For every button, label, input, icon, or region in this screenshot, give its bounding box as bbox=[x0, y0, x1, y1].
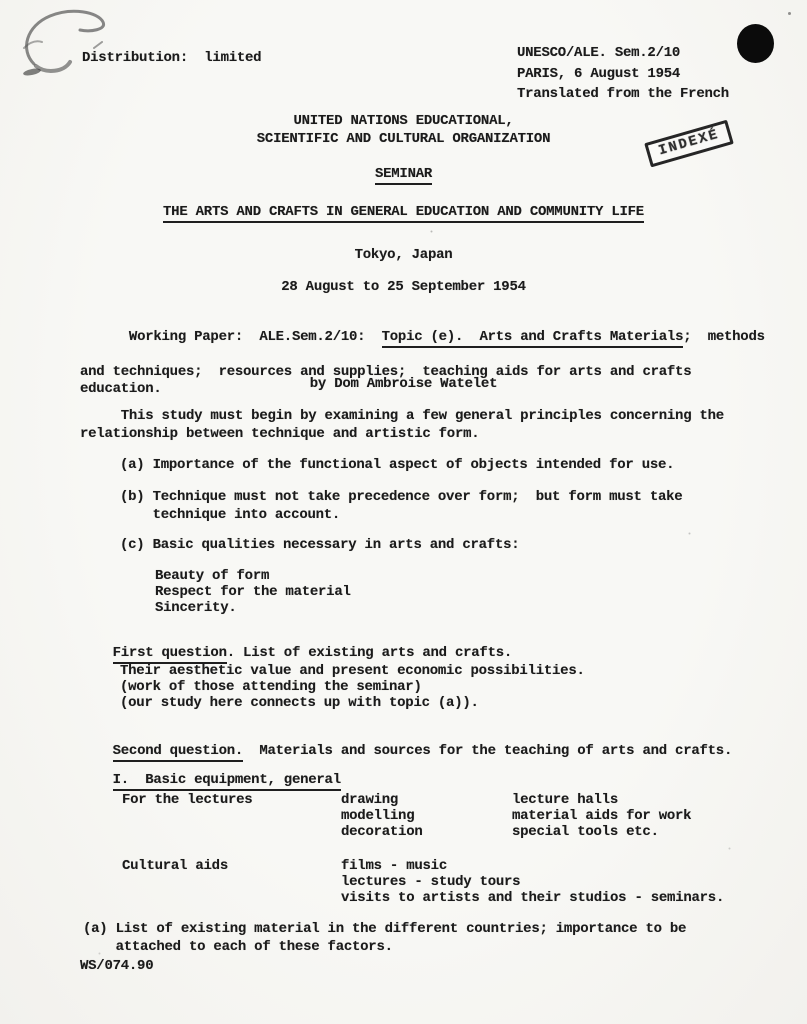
table-row bbox=[0, 858, 807, 918]
note-line: (work of those attending the seminar) bbox=[120, 679, 422, 695]
working-paper-line-1 bbox=[80, 311, 765, 364]
quality-item: Respect for the material bbox=[155, 584, 351, 600]
table-row-label: Cultural aids bbox=[122, 858, 228, 874]
principle-c: (c) Basic qualities necessary in arts and crafts: bbox=[120, 537, 520, 553]
bottom-note-a bbox=[83, 921, 686, 956]
document-title-row bbox=[0, 204, 807, 220]
table-cell-line: special tools etc. bbox=[512, 824, 659, 840]
second-question-label: Second question. bbox=[113, 743, 243, 762]
ink-smudge bbox=[6, 2, 146, 92]
black-dot-artifact bbox=[737, 24, 774, 63]
intro-line-2: relationship between technique and artistic form. bbox=[80, 425, 480, 442]
document-code-footer: WS/074.90 bbox=[80, 958, 154, 974]
intro-paragraph bbox=[80, 408, 724, 443]
translation-note: Translated from the French bbox=[517, 86, 729, 102]
document-reference-number: UNESCO/ALE. Sem.2/10 bbox=[517, 45, 681, 61]
table-cell-line: lecture halls bbox=[512, 792, 618, 808]
distribution-note: Distribution: limited bbox=[82, 50, 262, 66]
table-col2-cell bbox=[341, 792, 423, 840]
index-stamp-text: INDEXÉ bbox=[656, 126, 722, 160]
event-dates: 28 August to 25 September 1954 bbox=[281, 279, 526, 295]
second-question-text: Materials and sources for the teaching of arts and crafts. bbox=[243, 743, 733, 759]
working-paper-prefix: Working Paper: ALE.Sem.2/10: bbox=[128, 328, 382, 345]
principle-a: (a) Importance of the functional aspect of objects intended for use. bbox=[120, 457, 675, 473]
table-col3-cell bbox=[512, 792, 691, 840]
principle-b-line-1: (b) Technique must not take precedence over form; but form must take bbox=[120, 489, 683, 505]
organization-line-2: SCIENTIFIC AND CULTURAL ORGANIZATION bbox=[256, 130, 551, 147]
table-col2-cell bbox=[341, 858, 724, 906]
first-question-text: . List of existing arts and crafts. bbox=[226, 645, 513, 661]
qualities-list bbox=[155, 568, 351, 616]
first-question-label: First question bbox=[113, 645, 227, 664]
seminar-heading-row bbox=[0, 166, 807, 182]
working-paper-line-2: and techniques; resources and supplies; teaching aids for arts and crafts bbox=[80, 363, 692, 380]
organization-line-1: UNITED NATIONS EDUCATIONAL, bbox=[293, 113, 514, 129]
document-reference-block bbox=[517, 43, 729, 105]
document-title: THE ARTS AND CRAFTS IN GENERAL EDUCATION AND COMMUNITY LIFE bbox=[163, 204, 644, 223]
working-paper-suffix: ; methods bbox=[683, 328, 765, 345]
section-heading: I. Basic equipment, general bbox=[113, 772, 341, 791]
table-row-label: For the lectures bbox=[122, 792, 253, 808]
note-line: Their aesthetic value and present economic possibilities. bbox=[120, 663, 585, 679]
table-cell-line: drawing bbox=[341, 792, 399, 808]
principle-b bbox=[120, 489, 682, 524]
table-cell-line: films - music bbox=[341, 858, 447, 874]
document-place-date: PARIS, 6 August 1954 bbox=[517, 65, 681, 82]
intro-line-1: This study must begin by examining a few general principles concerning the bbox=[80, 408, 724, 424]
working-paper-line-3: education. bbox=[80, 381, 162, 397]
table-cell-line: visits to artists and their studios - seminars. bbox=[341, 890, 725, 906]
note-line: (our study here connects up with topic (a)). bbox=[120, 695, 479, 711]
byline: by Dom Ambroise Watelet bbox=[309, 376, 498, 392]
table-cell-line: decoration bbox=[341, 824, 423, 840]
table-cell-line: modelling bbox=[341, 808, 415, 824]
table-row bbox=[0, 792, 807, 852]
table-cell-line: lectures - study tours bbox=[341, 874, 521, 890]
quality-item: Beauty of form bbox=[155, 568, 270, 584]
bottom-note-line: (a) List of existing material in the different countries; importance to be bbox=[83, 921, 687, 937]
bottom-note-line: attached to each of these factors. bbox=[83, 938, 393, 955]
event-location: Tokyo, Japan bbox=[354, 247, 453, 263]
quality-item: Sincerity. bbox=[155, 600, 237, 616]
first-question-notes bbox=[120, 663, 585, 711]
seminar-heading: SEMINAR bbox=[375, 166, 432, 185]
working-paper-topic: Topic (e). Arts and Crafts Materials bbox=[382, 329, 684, 348]
principle-b-line-2: technique into account. bbox=[120, 506, 341, 523]
scan-specks bbox=[788, 12, 791, 15]
table-cell-line: material aids for work bbox=[512, 808, 692, 824]
